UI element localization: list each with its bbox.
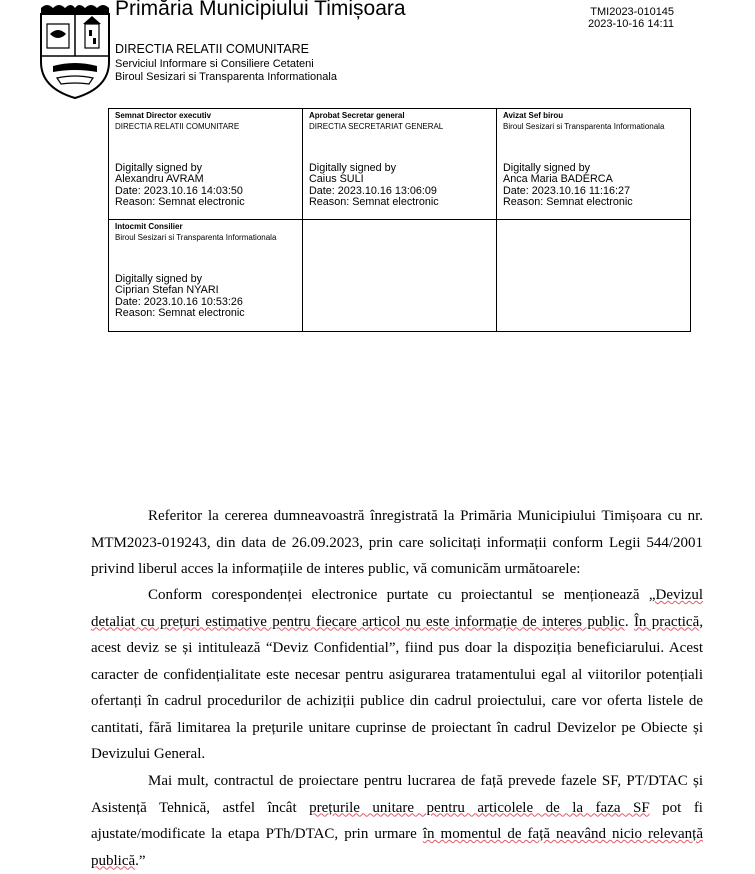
signature-org: Biroul Sesizari si Transparenta Informationala [503, 122, 665, 131]
p3-text: .” [135, 852, 146, 869]
p3-underlined: în momentul de față neavând nicio relevanță publică [91, 826, 703, 869]
p2-text: . [624, 613, 634, 630]
signature-org: DIRECTIA RELATII COMUNITARE [115, 122, 240, 131]
registration-number: TMI2023-010145 [590, 6, 675, 18]
signer-name: Alexandru AVRAM [115, 173, 204, 186]
signature-reason: Reason: Semnat electronic [115, 307, 245, 320]
signature-cell-office-head [497, 109, 691, 220]
body-paragraph-2 [91, 582, 703, 768]
digital-signature [503, 163, 684, 209]
signature-cell-counselor [109, 220, 303, 332]
signature-date: Date: 2023.10.16 13:06:09 [309, 184, 437, 197]
p3-text: pot fi ajustate/modificate la etapa PTh/DTAC, prin urmare [91, 799, 703, 842]
p3-underlined: prețurile unitare pentru articolele de la faza SF [309, 799, 650, 816]
signature-cell-empty [497, 220, 691, 332]
signature-line: Digitally signed by [115, 273, 203, 285]
signature-role: Intocmit Consilier [115, 222, 183, 231]
service-name: Serviciul Informare si Consiliere Cetateni [115, 58, 314, 70]
department-name: DIRECTIA RELATII COMUNITARE [115, 42, 310, 56]
signature-role: Aprobat Secretar general [309, 111, 405, 120]
digital-signature [309, 163, 490, 209]
signature-role: Semnat Director executiv [115, 111, 212, 120]
signature-org: DIRECTIA SECRETARIAT GENERAL [309, 122, 444, 131]
signature-org: Biroul Sesizari si Transparenta Informationala [115, 233, 277, 242]
office-name: Biroul Sesizari si Transparenta Informationala [115, 71, 337, 83]
signature-date: Date: 2023.10.16 10:53:26 [115, 295, 243, 308]
coat-of-arms-icon [37, 0, 113, 100]
p3-text: Mai mult, contractul de proiectare pentru lucrarea de față prevede fazele SF, PT/DTAC și Asistență Tehnică, astfel încât [91, 773, 703, 816]
signature-cell-empty [303, 220, 497, 332]
signer-name: Anca Maria BADERCA [503, 173, 613, 186]
institution-title: Primăria Municipiului Timișoara [115, 0, 406, 20]
signature-line: Digitally signed by [115, 162, 203, 174]
p2-underlined: În practică [633, 613, 700, 630]
p2-text: , acest deviz se și intitulează “Deviz Confidential”, fiind pus doar la dispoziția beneficiarului. Acest caracter de confidențialitate este necesar pentru asigurarea tratamentului egal al viitorilor potențiali ofertanți în cadrul procedurilor de achiziții publice din cadrul proiectului, care vor oferta listele de cantitati, fără limitarea la prețurile unitare cuprinse de proiectant în cadrul Devizelor pe Obiecte și Devizului General. [91, 613, 703, 762]
body-paragraph-1: Referitor la cererea dumneavoastră înregistrată la Primăria Municipiului Timișoara cu nr. MTM2023-019243, din data de 26.09.2023, prin care solicitați informații conform Legii 544/2001 privind liberul acces la informațiile de interes public, vă comunicăm următoarele: [91, 508, 703, 577]
p2-text: Conform corespondenței electronice purtate cu proiectantul se menționează [148, 587, 649, 603]
signatures-table [108, 108, 691, 332]
signature-reason: Reason: Semnat electronic [115, 196, 245, 209]
signature-role: Avizat Sef birou [503, 111, 564, 120]
signer-name: Ciprian Stefan NYARI [115, 284, 219, 297]
p2-quote-underlined: „Devizul detaliat cu prețuri estimative pentru fiecare articol nu este informație de interes public [91, 587, 703, 630]
signature-date: Date: 2023.10.16 11:16:27 [503, 184, 631, 197]
body-paragraph-3 [91, 768, 703, 874]
signature-date: Date: 2023.10.16 14:03:50 [115, 184, 243, 197]
registration-ref [588, 6, 674, 30]
digital-signature [115, 274, 296, 320]
signature-reason: Reason: Semnat electronic [309, 196, 439, 209]
signer-name: Caius SULI [309, 173, 364, 186]
signature-line: Digitally signed by [503, 162, 591, 174]
registration-date: 2023-10-16 14:11 [588, 18, 675, 30]
signature-cell-director [109, 109, 303, 220]
signature-line: Digitally signed by [309, 162, 397, 174]
digital-signature [115, 163, 296, 209]
signature-cell-secretary [303, 109, 497, 220]
signature-reason: Reason: Semnat electronic [503, 196, 633, 209]
